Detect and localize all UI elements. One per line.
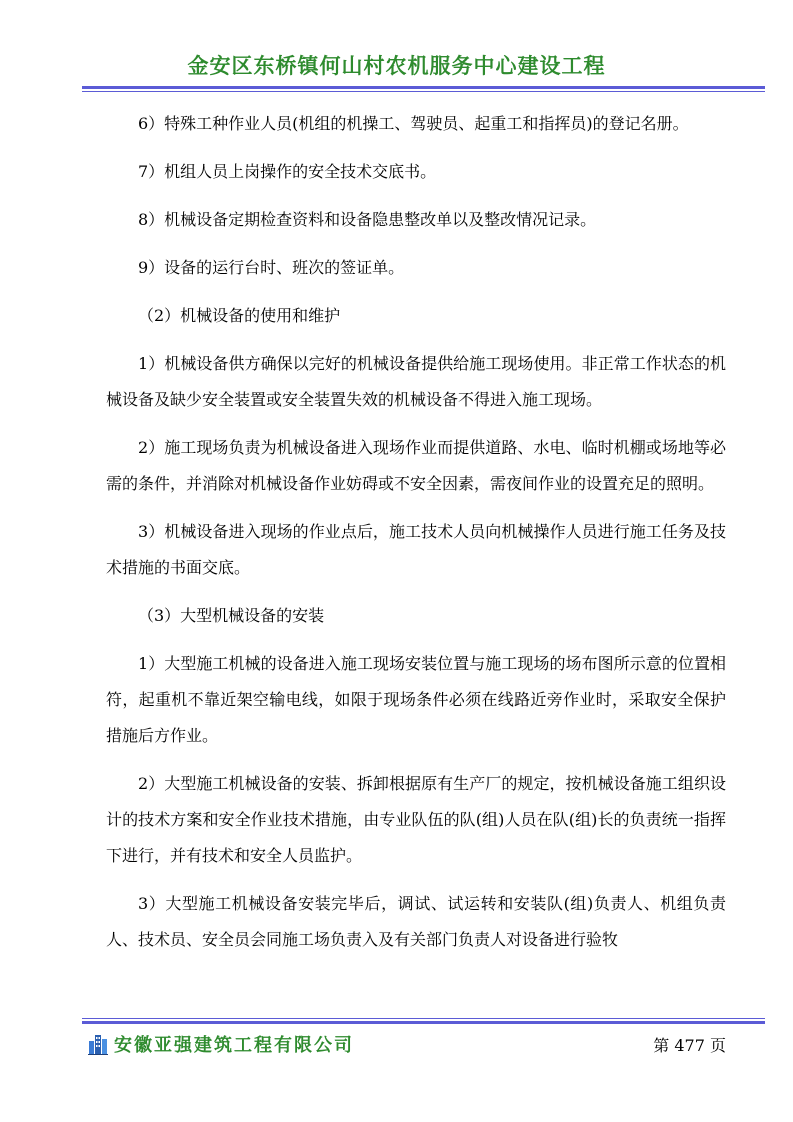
paragraph: 2）大型施工机械设备的安装、拆卸根据原有生产厂的规定，按机械设备施工组织设计的技术方案和安全作业技术措施，由专业队伍的队(组)人员在队(组)长的负责统一指挥下进行，并有技术和安全人员监护。 (106, 774, 726, 865)
page-number: 第 477 页 (653, 1036, 726, 1055)
footer-rule-thick (82, 1021, 765, 1024)
building-logo-icon (88, 1033, 108, 1055)
header-title: 金安区东桥镇何山村农机服务中心建设工程 (187, 54, 606, 78)
section-heading: （3）大型机械设备的安装 (138, 606, 325, 625)
header-rule-thin (82, 91, 765, 92)
footer-rule-thin (82, 1018, 765, 1019)
paragraph: 3）机械设备进入现场的作业点后，施工技术人员向机械操作人员进行施工任务及技术措施的书面交底。 (106, 522, 726, 577)
paragraph: 2）施工现场负责为机械设备进入现场作业而提供道路、水电、临时机棚或场地等必需的条件，并消除对机械设备作业妨碍或不安全因素，需夜间作业的设置充足的照明。 (106, 438, 726, 493)
footer-bar (86, 1027, 726, 1061)
paragraph: 1）大型施工机械的设备进入施工现场安装位置与施工现场的场布图所示意的位置相符，起重机不靠近架空输电线，如限于现场条件必须在线路近旁作业时，采取安全保护措施后方作业。 (106, 654, 726, 745)
paragraph: 8）机械设备定期检查资料和设备隐患整改单以及整改情况记录。 (138, 210, 597, 229)
paragraph: 9）设备的运行台时、班次的签证单。 (138, 258, 405, 277)
section-heading: （2）机械设备的使用和维护 (138, 306, 341, 325)
paragraph: 7）机组人员上岗操作的安全技术交底书。 (138, 162, 437, 181)
document-body (106, 106, 726, 970)
paragraph: 6）特殊工种作业人员(机组的机操工、驾驶员、起重工和指挥员)的登记名册。 (138, 114, 689, 133)
paragraph: 1）机械设备供方确保以完好的机械设备提供给施工现场使用。非正常工作状态的机械设备及缺少安全装置或安全装置失效的机械设备不得进入施工现场。 (106, 354, 726, 409)
header-rule-thick (82, 86, 765, 89)
footer-company-name: 安徽亚强建筑工程有限公司 (114, 1035, 354, 1056)
paragraph: 3）大型施工机械设备安装完毕后，调试、试运转和安装队(组)负责人、机组负责人、技术员、安全员会同施工场负责入及有关部门负责人对设备进行验牧 (106, 894, 726, 949)
